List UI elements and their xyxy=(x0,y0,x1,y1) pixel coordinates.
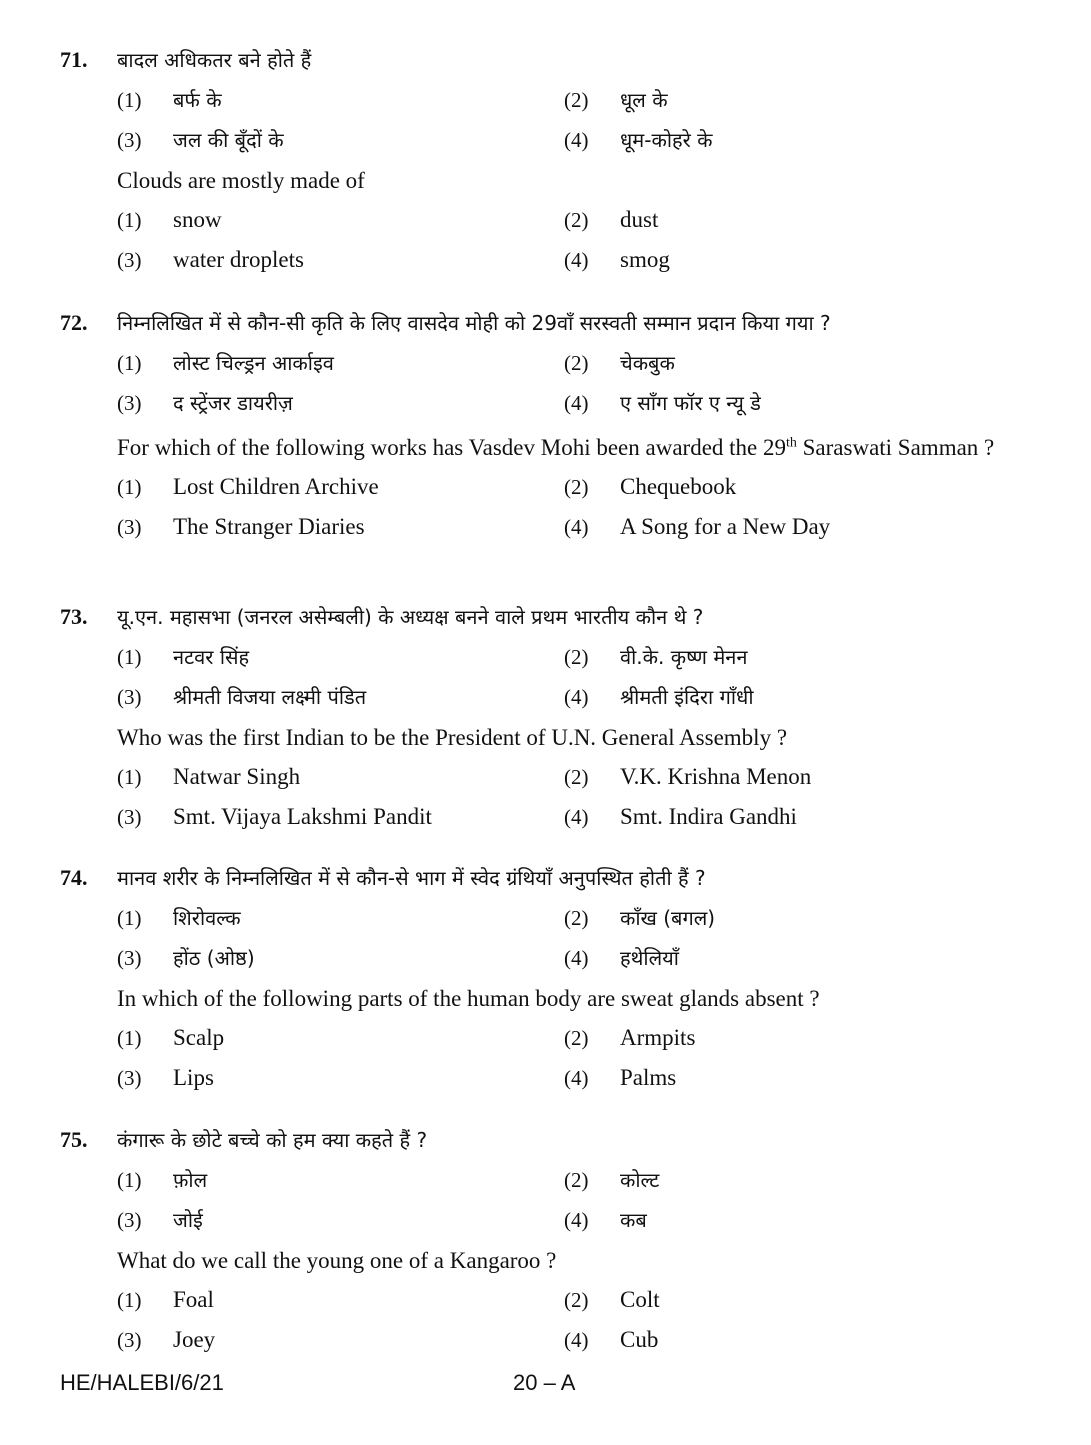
question-75: 75. कंगारू के छोटे बच्चे को हम क्या कहते हैं ? (1) फ़ोल (2) कोल्ट (3) जोई (4) कब What do we call the young one of a Kangaroo ? (1) Foal (2) Colt (3) Joey (4) Cub xyxy=(60,1120,1050,1360)
question-73: 73. यू.एन. महासभा (जनरल असेम्बली) के अध्यक्ष बनने वाले प्रथम भारतीय कौन थे ? (1) नटवर सिंह (2) वी.के. कृष्ण मेनन (3) श्रीमती विजया लक्ष्मी पंडित (4) श्रीमती इंदिरा गाँधी Who was the first Indian to be the President of U.N. General Assembly ? (1) Natwar Singh (2) V.K. Krishna Menon (3) Smt. Vijaya Lakshmi Pandit (4) Smt. Indira Gandhi xyxy=(60,597,1050,837)
page-number: 20 – A xyxy=(513,1370,576,1395)
question-text-hindi: मानव शरीर के निम्नलिखित में से कौन-से भाग में स्वेद ग्रंथियाँ अनुपस्थित होती हैं ? xyxy=(117,866,706,890)
question-74: 74. मानव शरीर के निम्नलिखित में से कौन-से भाग में स्वेद ग्रंथियाँ अनुपस्थित होती हैं ? (1) शिरोवल्क (2) काँख (बगल) (3) होंठ (ओष्ठ) (4) हथेलियाँ In which of the following parts of the human body are sweat glands absent ? (1) Scalp (2) Armpits (3) Lips (4) Palms xyxy=(60,858,1050,1098)
question-text-english: Clouds are mostly made of xyxy=(117,168,365,193)
question-text-english: What do we call the young one of a Kangaroo ? xyxy=(117,1248,557,1273)
question-number: 74. xyxy=(60,865,88,890)
question-text-english: For which of the following works has Vasdev Mohi been awarded the 29th Saraswati Samman ? xyxy=(117,435,995,460)
question-text-hindi: कंगारू के छोटे बच्चे को हम क्या कहते हैं ? xyxy=(117,1128,428,1152)
paper-code: HE/HALEBI/6/21 xyxy=(60,1370,224,1395)
question-text-english: Who was the first Indian to be the President of U.N. General Assembly ? xyxy=(117,725,788,750)
question-text-hindi: बादल अधिकतर बने होते हैं xyxy=(117,48,312,72)
question-number: 71. xyxy=(60,47,88,72)
question-text-hindi: यू.एन. महासभा (जनरल असेम्बली) के अध्यक्ष बनने वाले प्रथम भारतीय कौन थे ? xyxy=(117,605,704,629)
question-71: 71. बादल अधिकतर बने होते हैं (1) बर्फ के (2) धूल के (3) जल की बूँदों के (4) धूम-कोहरे के Clouds are mostly made of (1) snow (2) dust (3) water droplets (4) smog xyxy=(60,40,1050,280)
question-text-english: In which of the following parts of the human body are sweat glands absent ? xyxy=(117,986,820,1011)
question-number: 73. xyxy=(60,604,88,629)
question-72: 72. निम्नलिखित में से कौन-सी कृति के लिए वासदेव मोही को 29वाँ सरस्वती सम्मान प्रदान किया गया ? (1) लोस्ट चिल्ड्रन आर्काइव (2) चेकबुक (3) द स्ट्रेंजर डायरीज़ (4) ए साँग फॉर ए न्यू डे For which of the following works has Vasdev Mohi been awarded the 29th Saraswati Samman ? (1) Lost Children Archive (2) Chequebook (3) The Stranger Diaries (4) A Song for a New Day xyxy=(60,303,1050,547)
question-number: 72. xyxy=(60,310,88,335)
question-text-hindi: निम्नलिखित में से कौन-सी कृति के लिए वासदेव मोही को 29वाँ सरस्वती सम्मान प्रदान किया गया ? xyxy=(117,311,831,335)
question-number: 75. xyxy=(60,1127,88,1152)
